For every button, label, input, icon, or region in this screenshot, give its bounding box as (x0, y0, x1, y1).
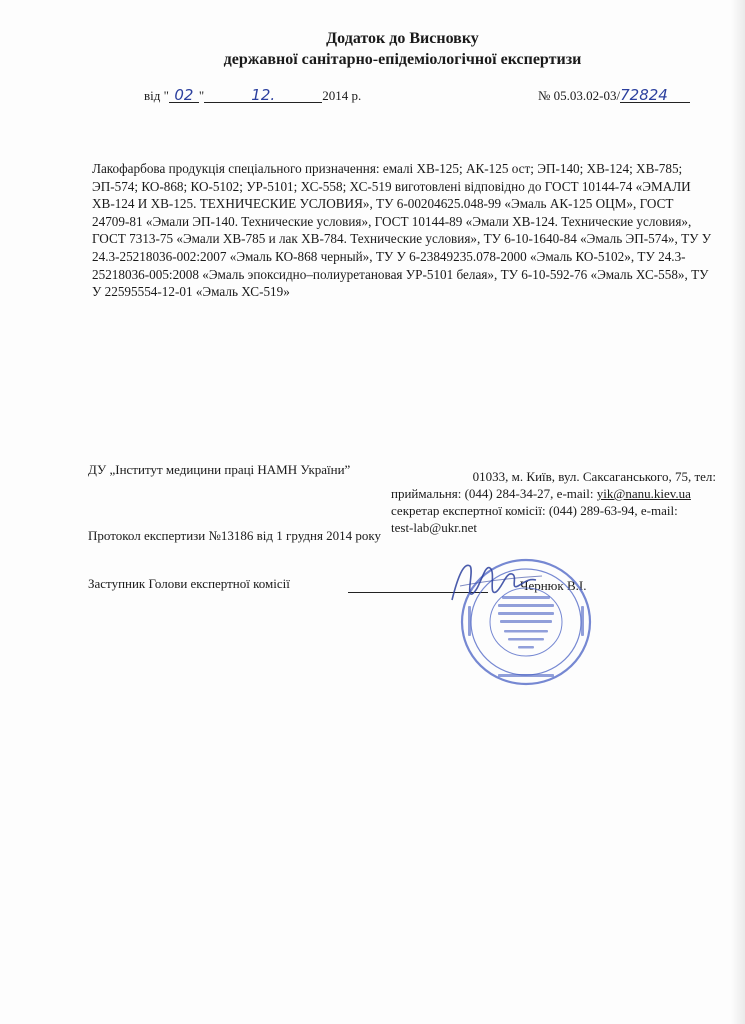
address-line-3: секретар експертної комісії: (044) 289-63-94, e-mail: (391, 503, 678, 518)
email-reception-link[interactable]: yik@nanu.kiev.ua (596, 486, 691, 501)
address-line-2 (391, 485, 716, 502)
scan-edge-shadow (731, 0, 745, 1024)
institution-address (391, 468, 716, 536)
document-number-label: № 05.03.02-03/ (538, 88, 621, 103)
institution-name: ДУ „Інститут медицини праці НАМН України” (88, 462, 351, 477)
document-number-handwritten: 72824 (620, 88, 690, 103)
date-month-handwritten: 12. (204, 88, 322, 103)
date-quote-close: " (198, 88, 205, 103)
email-secretary[interactable]: test-lab@ukr.net (391, 520, 477, 535)
date-prefix: від " (144, 88, 169, 103)
handwritten-signature-icon (440, 556, 550, 606)
header-line-2: державної санітарно-епідеміологічної експертизи (223, 51, 582, 68)
signatory-title: Заступник Голови експертної комісії (88, 576, 290, 591)
address-line-1: 01033, м. Київ, вул. Саксаганського, 75, тел: (472, 469, 716, 484)
date-year: 2014 р. (322, 88, 362, 103)
date-line (144, 88, 361, 104)
date-day-handwritten: 02 (169, 88, 199, 103)
document-number-line (538, 88, 690, 104)
header-line-1: Додаток до Висновку (326, 30, 479, 47)
protocol-line: Протокол експертизи №13186 від 1 грудня 2014 року (88, 528, 382, 543)
signatory-name: Чернюк В.І. (520, 578, 587, 593)
product-description: Лакофарбова продукція спеціального призначення: емалі ХВ-125; АК-125 ост; ЭП-140; ХВ-124; ХВ-785; ЭП-574; КО-868; КО-5102; УР-5101; ХС-558; ХС-519 виготовлені відповідно до ГОСТ 10144-74 «ЭМАЛИ ХВ-124 И ХВ-125. ТЕХНИЧЕСКИЕ УСЛОВИЯ», ТУ 6-00204625.048-99 «Эмаль АК-125 ОЦМ», ГОСТ 24709-81 «Эмали ЭП-140. Технические условия», ГОСТ 10144-89 «Эмали ХВ-124. Технические условия», ГОСТ 7313-75 «Эмали ХВ-785 и лак ХВ-784. Технические условия», ТУ 6-10-1640-84 «Эмаль ЭП-574», ТУ У 24.3-25218036-002:2007 «Эмаль КО-868 черный», ТУ У 6-23849235.078-2000 «Эмаль КО-5102», ТУ 24.3-25218036-005:2008 «Эмаль эпоксидно–полиуретановая УР-5101 белая», ТУ 6-10-592-76 «Эмаль ХС-558», ТУ У 22595554-12-01 «Эмаль ХС-519» (92, 161, 712, 300)
address-line-2-prefix: приймальня: (044) 284-34-27, e-mail: (391, 486, 597, 501)
